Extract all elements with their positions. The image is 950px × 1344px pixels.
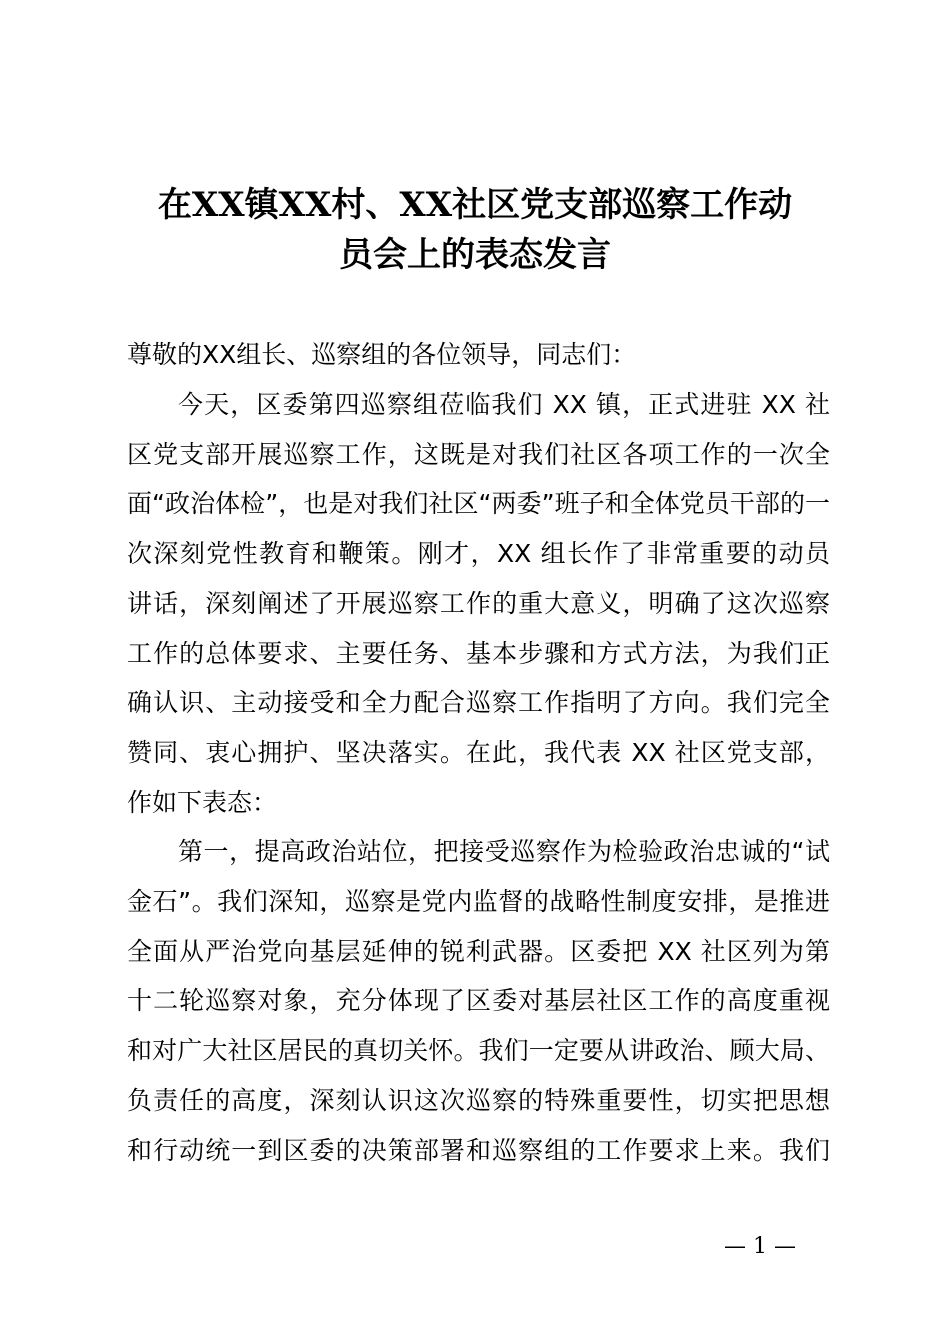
paragraph-2-line: 和行动统一到区委的决策部署和巡察组的工作要求上来。我们 [127,1135,830,1165]
paragraph-1-line: 区党支部开展巡察工作，这既是对我们社区各项工作的一次全 [127,439,830,469]
paragraph-2-line: 和对广大社区居民的真切关怀。我们一定要从讲政治、顾大局、 [127,1036,830,1066]
paragraph-1-line: 作如下表态： [127,787,278,817]
paragraph-1-line: 确认识、主动接受和全力配合巡察工作指明了方向。我们完全 [127,688,830,718]
paragraph-1-line: 讲话，深刻阐述了开展巡察工作的重大意义，明确了这次巡察 [127,588,830,618]
document-title-line-1: 在XX镇XX村、XX社区党支部巡察工作动 [157,185,793,225]
document-title-line-2: 员会上的表态发言 [339,235,611,275]
paragraph-1-line: 今天，区委第四巡察组莅临我们 XX 镇，正式进驻 XX 社 [178,390,830,419]
paragraph-2-line: 第一，提高政治站位，把接受巡察作为检验政治忠诚的“试 [178,837,830,867]
paragraph-2-line: 金石”。我们深知，巡察是党内监督的战略性制度安排，是推进 [127,887,830,916]
paragraph-1-line: 赞同、衷心拥护、坚决落实。在此，我代表 XX 社区党支部， [127,737,830,767]
paragraph-2-line: 全面从严治党向基层延伸的锐利武器。区委把 XX 社区列为第 [127,936,830,966]
paragraph-1-line: 次深刻党性教育和鞭策。刚才，XX 组长作了非常重要的动员 [127,539,830,569]
salutation: 尊敬的XX组长、巡察组的各位领导，同志们： [127,340,637,369]
page-number: — 1 — [724,1234,796,1259]
paragraph-2-line: 负责任的高度，深刻认识这次巡察的特殊重要性，切实把思想 [127,1085,830,1115]
paragraph-2-line: 十二轮巡察对象，充分体现了区委对基层社区工作的高度重视 [127,986,830,1016]
paragraph-1-line: 面“政治体检”，也是对我们社区“两委”班子和全体党员干部的一 [127,489,830,519]
paragraph-1-line: 工作的总体要求、主要任务、基本步骤和方式方法，为我们正 [127,638,830,668]
